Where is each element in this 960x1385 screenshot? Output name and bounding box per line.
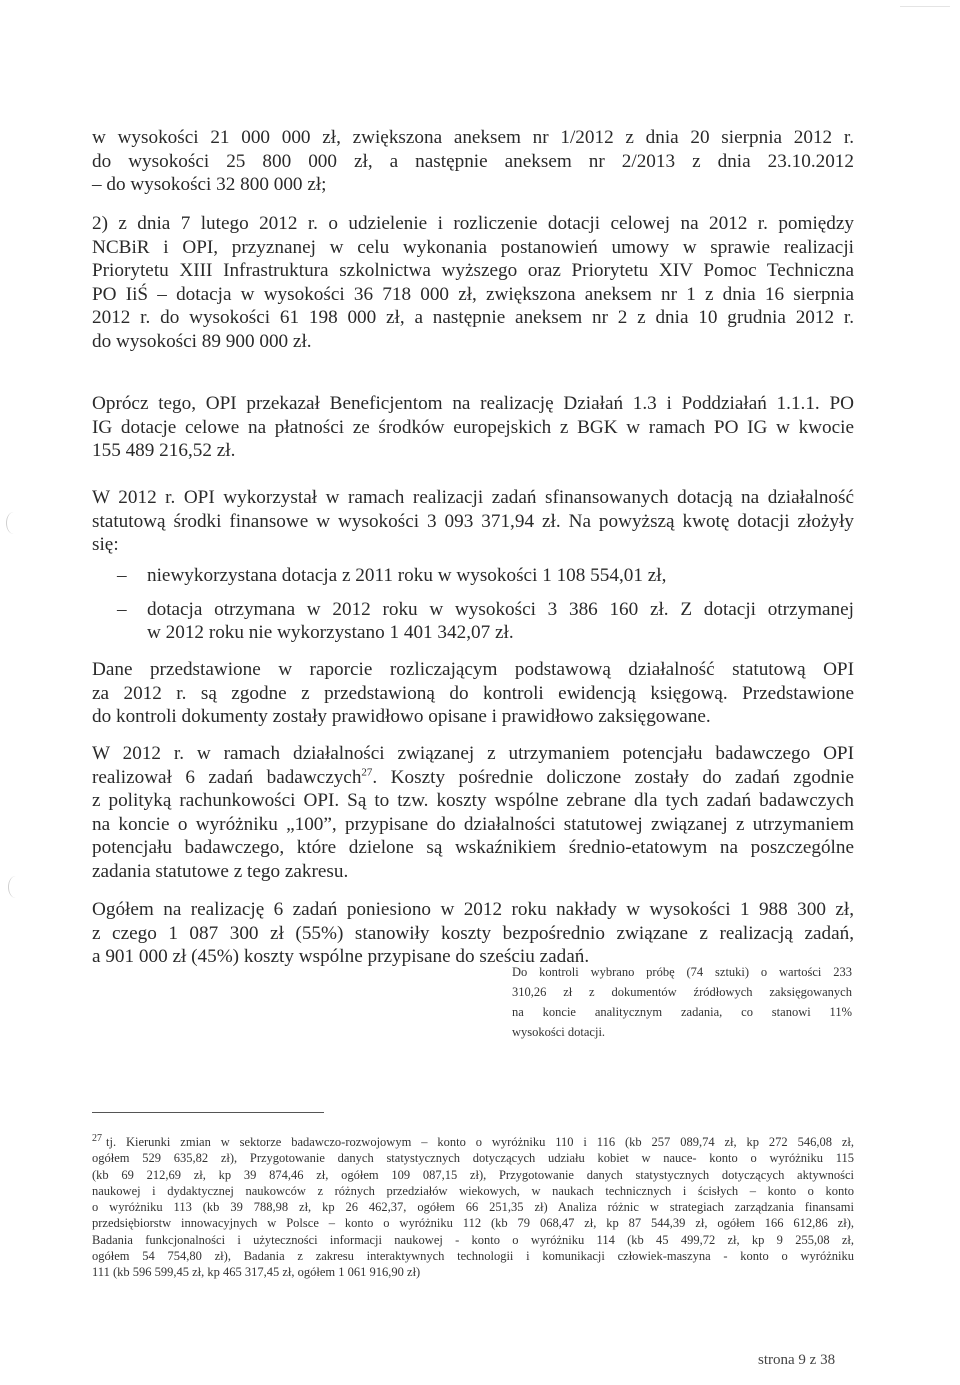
paragraph-second-grant bbox=[92, 212, 854, 353]
scan-edge-line bbox=[900, 6, 950, 7]
paragraph-beneficiaries bbox=[92, 392, 854, 463]
text-line: 310,26 zł z dokumentów źródłowych zaksięgowanych bbox=[512, 985, 852, 999]
text-line: przedsiębiorstw innowacyjnych w Polsce – konto o wyróżniku 112 (kb 79 068,47 zł, kp 87 544,39 zł, ogółem 166 612,86 zł), bbox=[92, 1216, 854, 1231]
text-line: do wysokości 89 900 000 zł. bbox=[92, 330, 312, 352]
paragraph-report-consistency bbox=[92, 658, 854, 729]
text-line: naukowej i dydaktycznej naukowców z różnych przedziałów wiekowych, w naukach technicznych i ścisłych – konto o konto bbox=[92, 1183, 854, 1198]
text-line: PO IiŚ – dotacja w wysokości 36 718 000 zł, zwiększona aneksem nr 1 z dnia 16 sierpnia bbox=[92, 283, 854, 305]
text-line: Do kontroli wybrano próbę (74 sztuki) o wartości 233 bbox=[512, 965, 852, 979]
text-line: NCBiR i OPI, przyznanej w celu wykonania postanowień umowy w sprawie realizacji bbox=[92, 236, 854, 258]
paragraph-research-tasks bbox=[92, 742, 854, 883]
text-line: w wysokości 21 000 000 zł, zwiększona aneksem nr 1/2012 z dnia 20 sierpnia 2012 r. bbox=[92, 127, 854, 148]
text-line: Dane przedstawione w raporcie rozliczającym podstawową działalność statutową OPI bbox=[92, 659, 854, 680]
text-line: o wyróżniku 113 (kb 39 788,98 zł, kp 26 462,37, ogółem 66 251,35 zł) Analiza różnic w strategiach zarządzania finansami bbox=[92, 1200, 854, 1215]
funds-breakdown-list bbox=[92, 564, 854, 645]
page-number: strona 9 z 38 bbox=[758, 1352, 836, 1368]
text-line: W 2012 r. w ramach działalności związanej z utrzymaniem potencjału badawczego OPI bbox=[92, 743, 854, 764]
paragraph-grant-continuation bbox=[92, 126, 854, 197]
text-line: niewykorzystana dotacja z 2011 roku w wysokości 1 108 554,01 zł, bbox=[147, 565, 667, 586]
text-line: na koncie analitycznym zadania, co stanowi 11% bbox=[512, 1005, 852, 1019]
footnote-27 bbox=[92, 1134, 854, 1281]
footnote-mark: 27 bbox=[92, 1132, 102, 1144]
text-line: dotacja otrzymana w 2012 roku w wysokości 3 386 160 zł. Z dotacji otrzymanej bbox=[147, 598, 854, 620]
text-line: zadania statutowe z tego zakresu. bbox=[92, 860, 349, 882]
text-line: 155 489 216,52 zł. bbox=[92, 440, 236, 461]
text-line: (kb 69 212,69 zł, kp 39 874,46 zł, ogółem 109 087,15 zł), Przygotowanie danych statystycznych dotyczących aktywności bbox=[92, 1167, 854, 1182]
text-line: Oprócz tego, OPI przekazał Beneficjentom na realizację Działań 1.3 i Poddziałań 1.1.1. PO bbox=[92, 393, 854, 414]
text-line: na koncie o wyróżniku „100”, przypisane do działalności statutowej związanej z utrzymaniem bbox=[92, 813, 854, 835]
text-line: statutową środki finansowe w wysokości 3 093 371,94 zł. Na powyższą kwotę dotacji złożyły bbox=[92, 510, 854, 532]
text-line: W 2012 r. OPI wykorzystał w ramach realizacji zadań sfinansowanych dotacją na działalność bbox=[92, 487, 854, 508]
text-segment: tj. Kierunki zmian w sektorze badawczo-rozwojowym – konto o wyróżniku 110 i 116 (kb 257 089,74 zł, kp 272 546,08 zł, bbox=[106, 1135, 854, 1149]
list-dash: – bbox=[117, 598, 127, 620]
text-line bbox=[92, 1134, 854, 1150]
list-item bbox=[92, 598, 854, 645]
text-line: potencjału badawczego, które dzielone są wskaźnikiem średnio-etatowym na poszczególne bbox=[92, 837, 854, 858]
list-item bbox=[92, 564, 854, 588]
scan-artifact bbox=[8, 876, 23, 898]
text-line bbox=[92, 766, 854, 790]
text-line: Priorytetu XIII Infrastruktura szkolnictwa wyższego oraz Priorytetu XIV Pomoc Techniczna bbox=[92, 260, 854, 281]
text-line: wysokości dotacji. bbox=[512, 1025, 606, 1039]
text-line: ogółem 529 635,82 zł), Przygotowanie danych statystycznych dotyczących udziału kobiet w nauce- konto o wyróżniku 115 bbox=[92, 1151, 854, 1166]
footnote-reference[interactable]: 27 bbox=[361, 766, 373, 779]
text-line: a 901 000 zł (45%) koszty wspólne przypisane do sześciu zadań. bbox=[92, 946, 590, 967]
text-line: 2) z dnia 7 lutego 2012 r. o udzielenie i rozliczenie dotacji celowej na 2012 r. pomiędzy bbox=[92, 213, 854, 234]
text-line: – do wysokości 32 800 000 zł; bbox=[92, 174, 327, 195]
paragraph-statutory-funds bbox=[92, 486, 854, 557]
audit-sample-note bbox=[512, 962, 852, 1042]
text-line: Ogółem na realizację 6 zadań poniesiono w 2012 roku nakłady w wysokości 1 988 300 zł, bbox=[92, 899, 854, 920]
text-line: z czego 1 087 300 zł (55%) stanowiły koszty bezpośrednio związane z realizacją zadań, bbox=[92, 922, 854, 944]
text-line: 2012 r. do wysokości 61 198 000 zł, a następnie aneksem nr 2 z dnia 10 grudnia 2012 r. bbox=[92, 307, 854, 328]
text-segment: . Koszty pośrednie doliczone zostały do zadań zgodnie bbox=[372, 766, 854, 788]
text-line: Badania funkcjonalności i użyteczności informacji naukowej - konto o wyróżniku 114 (kb 45 499,72 zł, kp 9 255,08 zł, bbox=[92, 1232, 854, 1247]
text-line: za 2012 r. są zgodne z przedstawioną do kontroli ewidencją księgową. Przedstawione bbox=[92, 682, 854, 704]
text-segment: realizował 6 zadań badawczych bbox=[92, 766, 362, 788]
text-line: 111 (kb 596 599,45 zł, kp 465 317,45 zł, ogółem 1 061 916,90 zł) bbox=[92, 1265, 421, 1280]
text-line: do kontroli dokumenty zostały prawidłowo opisane i prawidłowo zaksięgowane. bbox=[92, 706, 711, 727]
text-line: do wysokości 25 800 000 zł, a następnie aneksem nr 2/2013 z dnia 23.10.2012 bbox=[92, 150, 854, 172]
text-line: w 2012 roku nie wykorzystano 1 401 342,07 zł. bbox=[147, 622, 514, 643]
text-line: z polityką rachunkowości OPI. Są to tzw. koszty wspólne zebrane dla tych zadań badawczych bbox=[92, 790, 854, 811]
text-line: IG dotacje celowe na płatności ze środków europejskich z BGK w ramach PO IG w kwocie bbox=[92, 416, 854, 438]
text-line: się: bbox=[92, 534, 119, 555]
scan-artifact bbox=[6, 512, 21, 534]
list-dash: – bbox=[117, 565, 127, 586]
footnote-separator bbox=[92, 1112, 324, 1113]
text-line: ogółem 54 754,80 zł), Badania z zakresu interaktywnych technologii i komunikacji człowiek-maszyna - konto o wyróżniku bbox=[92, 1249, 854, 1264]
paragraph-total-costs bbox=[92, 898, 854, 969]
